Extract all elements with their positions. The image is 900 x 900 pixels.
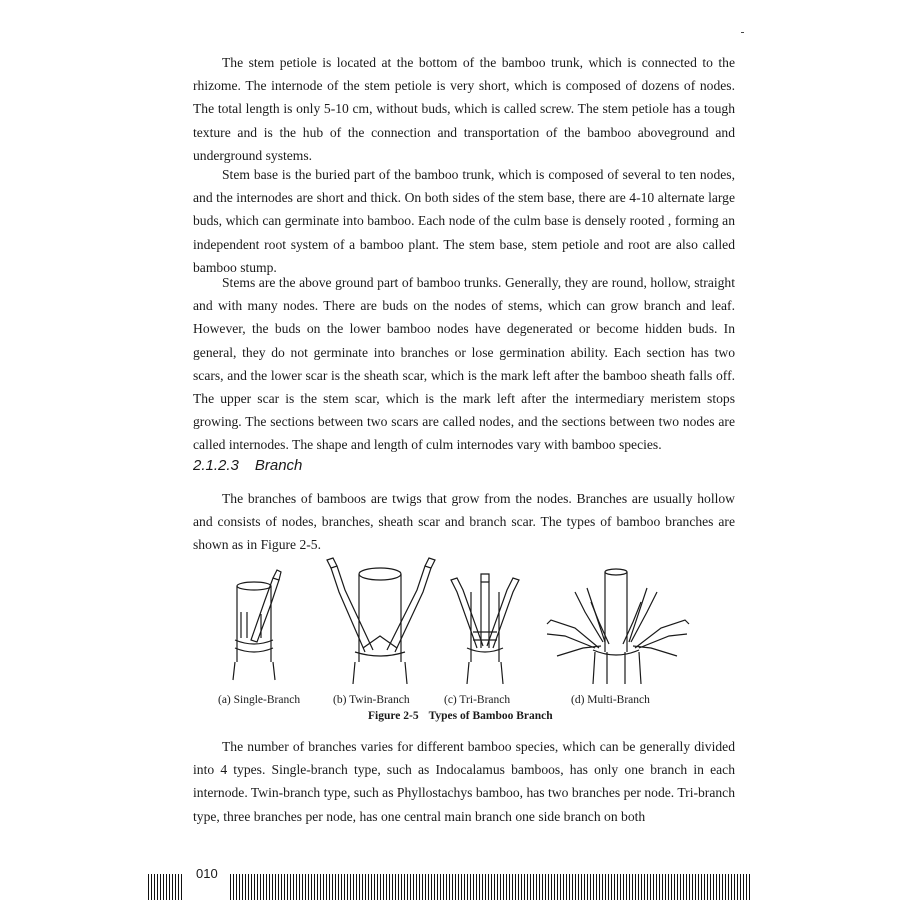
footer-barcode-left <box>148 874 184 900</box>
footer-barcode-right <box>230 874 752 900</box>
single-branch-drawing <box>233 570 281 680</box>
caption-tri-branch: (c) Tri-Branch <box>444 694 511 706</box>
margin-mark <box>741 32 744 33</box>
paragraph-stems: Stems are the above ground part of bamboo trunks. Generally, they are round, hollow, straight and with many nodes. There are buds on the nodes of stems, which can grow branch and leaf. However, the buds on the lower bamboo nodes have degenerated or become hidden buds. In general, they do not germinate into branches or lose germination ability. Each section has two scars, and the lower scar is the sheath scar, which is the mark left after the bamboo sheath falls off. The upper scar is the stem scar, which is the mark left after the intermediary meristem stops growing. The sections between two scars are called nodes, and the sections between two nodes are called internodes. The shape and length of culm internodes vary with bamboo species. <box>193 275 735 453</box>
section-heading <box>193 457 302 474</box>
twin-branch-drawing <box>327 558 435 684</box>
paragraph-stem-petiole: The stem petiole is located at the bottom of the bamboo trunk, which is connected to the rhizome. The internode of the stem petiole is very short, which is composed of dozens of nodes. The total length is only 5-10 cm, without buds, which is called screw. The stem petiole has a tough texture and is the hub of the connection and transportation of the bamboo aboveground and underground systems. <box>193 55 735 163</box>
paragraph-branches-intro: The branches of bamboos are twigs that grow from the nodes. Branches are usually hollow and consists of nodes, branches, sheath scar and branch scar. The types of bamboo branches are shown as in Figure 2-5. <box>193 491 735 553</box>
section-number: 2.1.2.3 <box>193 457 239 474</box>
figure-bamboo-branch-types <box>195 552 715 727</box>
paragraph-branch-count: The number of branches varies for different bamboo species, which can be generally divided into 4 types. Single-branch type, such as Indocalamus bamboos, has only one branch in each internode. Twin-branch type, such as Phyllostachys bamboo, has two branches per node. Tri-branch type, three branches per node, has one central main branch one side branch on both <box>193 739 735 824</box>
caption-single-branch: (a) Single-Branch <box>218 694 301 706</box>
page-number: 010 <box>196 866 218 881</box>
section-title: Branch <box>254 457 303 474</box>
figure-caption <box>368 710 553 722</box>
multi-branch-drawing <box>547 569 689 684</box>
bamboo-branch-illustrations <box>195 552 715 692</box>
paragraph-stem-base: Stem base is the buried part of the bamboo trunk, which is composed of several to ten nodes, and the internodes are short and thick. On both sides of the stem base, there are 4-10 alternate large buds, which can germinate into bamboo. Each node of the culm base is densely rooted , forming an independent root system of a bamboo plant. The stem base, stem petiole and root are also called bamboo stump. <box>193 167 735 275</box>
caption-multi-branch: (d) Multi-Branch <box>571 694 650 706</box>
caption-twin-branch: (b) Twin-Branch <box>333 694 410 706</box>
page-footer <box>0 862 900 900</box>
figure-title: Types of Bamboo Branch <box>428 710 553 722</box>
tri-branch-drawing <box>451 574 519 684</box>
figure-label: Figure 2-5 <box>368 710 419 722</box>
